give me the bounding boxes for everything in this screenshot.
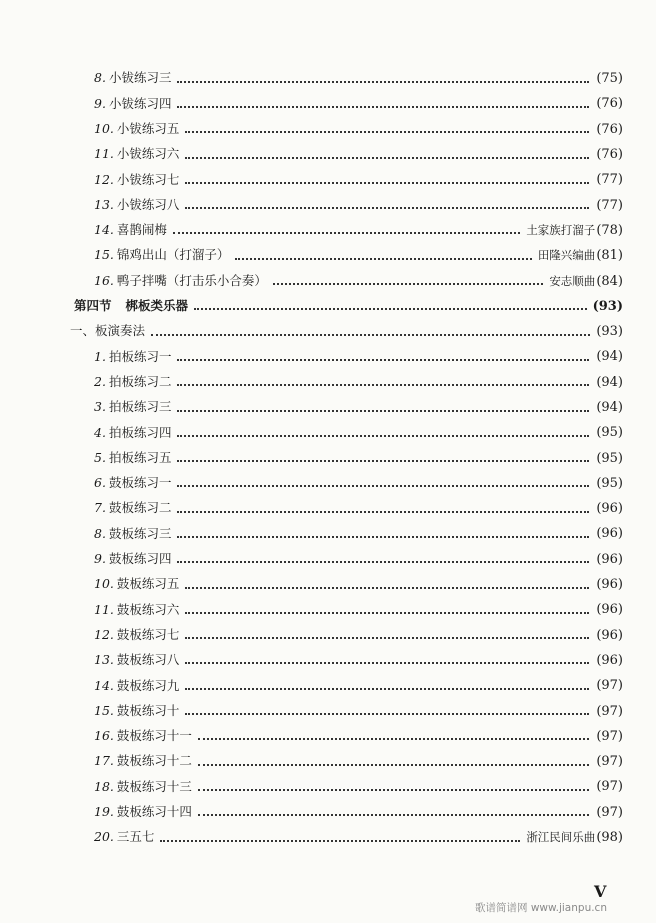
toc-entry-number: 12. xyxy=(94,626,114,642)
toc-entry-number: 3. xyxy=(94,399,106,415)
dot-leader xyxy=(151,334,590,336)
toc-entry-number: 15. xyxy=(94,702,114,718)
toc-entry-title: 小钹练习五 xyxy=(116,120,180,136)
toc-entry-number: 9. xyxy=(94,551,106,567)
toc-page-number: (97) xyxy=(596,754,623,770)
toc-page-number: (97) xyxy=(596,703,623,719)
toc-page-number: (97) xyxy=(596,728,623,744)
toc-entry xyxy=(0,774,656,799)
dot-leader xyxy=(177,561,589,563)
toc-page-number: (94) xyxy=(596,374,623,390)
toc-entry-title: 鼓板练习一 xyxy=(108,475,172,491)
toc-entry xyxy=(0,496,656,521)
toc-entry-number: 1. xyxy=(94,348,106,364)
toc-group-clappers xyxy=(0,344,656,850)
toc-entry xyxy=(0,420,656,445)
toc-page-number: (96) xyxy=(596,602,623,618)
dot-leader xyxy=(177,435,589,437)
toc-entry-number: 7. xyxy=(94,500,106,516)
dot-leader xyxy=(185,612,589,614)
toc-entry xyxy=(0,117,656,142)
toc-entry-number: 8. xyxy=(94,70,106,86)
dot-leader xyxy=(273,283,543,285)
toc-entry-number: 18. xyxy=(94,778,114,794)
toc-entry-title: 小钹练习三 xyxy=(108,70,172,86)
toc-page-number: (77) xyxy=(596,172,623,188)
dot-leader xyxy=(185,182,589,184)
dot-leader xyxy=(177,384,589,386)
toc-entry-title: 鸭子拌嘴（打击乐小合奏） xyxy=(116,272,267,288)
table-of-contents xyxy=(0,66,656,850)
toc-entry-number: 10. xyxy=(94,120,114,136)
toc-entry-title: 锦鸡出山（打溜子） xyxy=(116,247,230,263)
toc-page-number: (81) xyxy=(596,248,623,264)
dot-leader xyxy=(177,410,589,412)
dot-leader xyxy=(185,157,589,159)
toc-entry-number: 17. xyxy=(94,753,114,769)
toc-entry-title: 鼓板练习十二 xyxy=(116,753,192,769)
toc-page-number: (96) xyxy=(596,551,623,567)
toc-entry-number: 15. xyxy=(94,247,114,263)
dot-leader xyxy=(177,81,589,83)
dot-leader xyxy=(185,131,589,133)
toc-entry-title: 鼓板练习九 xyxy=(116,677,180,693)
toc-entry-number: 19. xyxy=(94,804,114,819)
toc-entry xyxy=(0,597,656,622)
toc-page-number: (96) xyxy=(596,652,623,668)
toc-entry xyxy=(0,395,656,420)
toc-entry-note: 土家族打溜子 xyxy=(526,222,596,237)
dot-leader xyxy=(235,258,531,260)
toc-page-number: (97) xyxy=(596,804,623,820)
toc-entry xyxy=(0,673,656,698)
toc-entry xyxy=(0,749,656,774)
toc-entry xyxy=(0,218,656,243)
toc-page-number: (96) xyxy=(596,526,623,542)
toc-page-number: (95) xyxy=(596,425,623,441)
toc-entry-title: 鼓板练习六 xyxy=(116,601,180,617)
toc-entry-title: 鼓板练习五 xyxy=(116,576,180,592)
toc-entry-title: 拍板练习一 xyxy=(108,348,172,364)
toc-section-heading xyxy=(0,294,656,319)
toc-page-number: (95) xyxy=(596,450,623,466)
dot-leader xyxy=(198,814,589,816)
toc-entry xyxy=(0,192,656,217)
toc-entry-title: 鼓板练习十三 xyxy=(116,778,192,794)
toc-group-cymbals xyxy=(0,66,656,294)
section-label: 第四节 xyxy=(74,298,112,314)
toc-entry-title: 拍板练习五 xyxy=(108,449,172,465)
toc-page-number: (76) xyxy=(596,96,623,112)
dot-leader xyxy=(185,637,589,639)
toc-entry-title: 小钹练习四 xyxy=(108,95,172,111)
toc-entry xyxy=(0,243,656,268)
toc-entry xyxy=(0,142,656,167)
dot-leader xyxy=(185,713,589,715)
dot-leader xyxy=(177,536,589,538)
dot-leader xyxy=(194,308,587,310)
toc-entry-title: 小钹练习七 xyxy=(116,171,180,187)
site-watermark: 歌谱简谱网 www.jianpu.cn xyxy=(475,902,607,914)
dot-leader xyxy=(177,511,589,513)
toc-entry xyxy=(0,471,656,496)
toc-entry-title: 三五七 xyxy=(116,829,155,845)
toc-entry-number: 13. xyxy=(94,196,114,212)
toc-entry-number: 5. xyxy=(94,449,106,465)
dot-leader xyxy=(185,688,589,690)
toc-entry-note: 浙江民间乐曲 xyxy=(526,830,596,845)
dot-leader xyxy=(198,738,589,740)
toc-entry-number: 13. xyxy=(94,652,114,668)
toc-page-number: (84) xyxy=(596,273,623,289)
toc-entry xyxy=(0,167,656,192)
toc-page-number: (95) xyxy=(596,475,623,491)
dot-leader xyxy=(160,840,520,842)
toc-entry-title: 鼓板练习二 xyxy=(108,500,172,516)
toc-page-number: (78) xyxy=(596,222,623,238)
toc-entry-number: 20. xyxy=(94,829,114,845)
toc-page-number: (98) xyxy=(596,830,623,846)
toc-entry-number: 6. xyxy=(94,475,106,491)
toc-entry-title: 鼓板练习十一 xyxy=(116,728,192,744)
dot-leader xyxy=(177,359,589,361)
toc-entry-number: 16. xyxy=(94,272,114,288)
toc-entry xyxy=(0,698,656,723)
toc-entry-title: 小钹练习八 xyxy=(116,196,180,212)
toc-entry-title: 喜鹊闹梅 xyxy=(116,222,167,238)
toc-entry-number: 8. xyxy=(94,525,106,541)
toc-entry xyxy=(0,521,656,546)
toc-page-number: (76) xyxy=(596,121,623,137)
toc-entry-title: 拍板练习四 xyxy=(108,424,172,440)
toc-page-number: (97) xyxy=(596,779,623,795)
toc-entry xyxy=(0,268,656,293)
toc-entry-title: 鼓板练习十 xyxy=(116,702,180,718)
toc-entry xyxy=(0,623,656,648)
subsection-title: 一、板演奏法 xyxy=(70,323,146,339)
toc-entry xyxy=(0,572,656,597)
toc-entry xyxy=(0,648,656,673)
toc-page-number: (75) xyxy=(596,71,623,87)
toc-page-number: (97) xyxy=(596,678,623,694)
toc-entry-number: 10. xyxy=(94,576,114,592)
toc-entry-number: 16. xyxy=(94,728,114,744)
toc-entry-number: 14. xyxy=(94,222,114,238)
dot-leader xyxy=(185,587,589,589)
dot-leader xyxy=(198,789,589,791)
toc-subsection-heading xyxy=(0,319,656,344)
toc-entry-title: 鼓板练习四 xyxy=(108,551,172,567)
toc-page-number: (96) xyxy=(596,627,623,643)
toc-entry-title: 鼓板练习三 xyxy=(108,525,172,541)
section-title: 梆板类乐器 xyxy=(125,298,189,314)
toc-entry xyxy=(0,547,656,572)
toc-entry-note: 安志顺曲 xyxy=(549,273,596,288)
toc-entry-title: 鼓板练习八 xyxy=(116,652,180,668)
toc-entry xyxy=(0,344,656,369)
toc-page-number: (94) xyxy=(596,400,623,415)
dot-leader xyxy=(177,106,589,108)
toc-page-number: (96) xyxy=(596,577,623,593)
toc-entry xyxy=(0,66,656,91)
toc-entry-title: 鼓板练习十四 xyxy=(116,804,192,819)
toc-entry xyxy=(0,800,656,825)
toc-entry-number: 11. xyxy=(94,601,114,617)
dot-leader xyxy=(177,460,589,462)
toc-entry-title: 拍板练习三 xyxy=(108,399,172,415)
toc-entry-number: 12. xyxy=(94,171,114,187)
dot-leader xyxy=(198,764,589,766)
toc-page-number: (94) xyxy=(596,349,623,365)
toc-entry-title: 拍板练习二 xyxy=(108,373,172,389)
page-number-roman: V xyxy=(594,882,607,901)
toc-entry-number: 11. xyxy=(94,146,114,162)
toc-entry xyxy=(0,724,656,749)
toc-entry-number: 14. xyxy=(94,677,114,693)
toc-page-number: (93) xyxy=(592,298,623,314)
dot-leader xyxy=(185,207,589,209)
toc-entry-note: 田隆兴编曲 xyxy=(537,248,596,263)
toc-entry xyxy=(0,370,656,395)
toc-page-number: (77) xyxy=(596,197,623,213)
toc-entry-title: 小钹练习六 xyxy=(116,146,180,162)
toc-entry-number: 4. xyxy=(94,424,106,440)
toc-page-number: (93) xyxy=(596,324,623,340)
toc-entry xyxy=(0,91,656,116)
toc-entry xyxy=(0,825,656,850)
dot-leader xyxy=(185,662,589,664)
toc-entry-number: 2. xyxy=(94,373,106,389)
dot-leader xyxy=(177,485,589,487)
toc-entry-title: 鼓板练习七 xyxy=(116,626,180,642)
toc-entry-number: 9. xyxy=(94,95,106,111)
toc-page-number: (76) xyxy=(596,147,623,163)
toc-entry xyxy=(0,445,656,470)
dot-leader xyxy=(173,232,520,234)
toc-page-number: (96) xyxy=(596,501,623,517)
